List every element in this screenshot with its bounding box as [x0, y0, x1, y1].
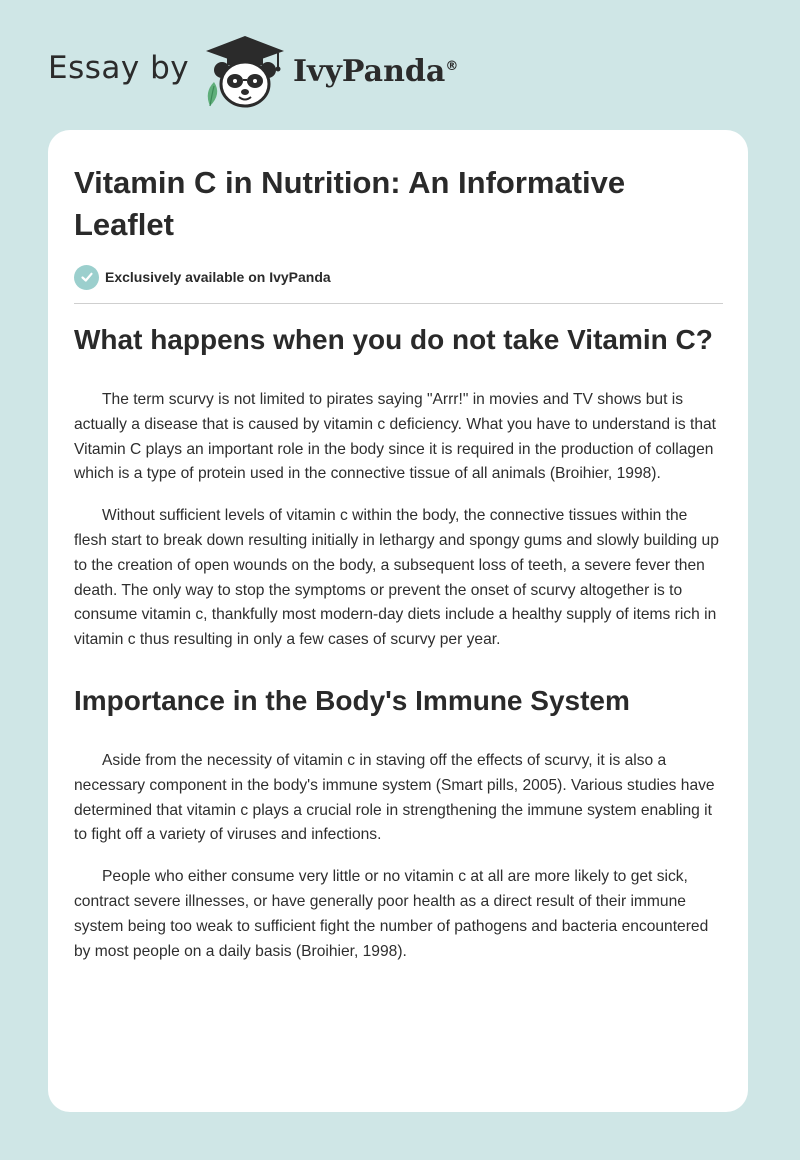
article-body: [74, 322, 723, 964]
brand-name[interactable]: IvyPanda®: [293, 54, 459, 89]
panda-graduate-icon[interactable]: [200, 34, 290, 110]
exclusive-label: Exclusively available on IvyPanda: [105, 269, 331, 285]
check-icon: [74, 265, 99, 290]
exclusive-badge-row: [74, 264, 331, 290]
paragraph: The term scurvy is not limited to pirates saying "Arrr!" in movies and TV shows but is actually a disease that is caused by vitamin c deficiency. What you have to understand is that Vitamin C plays an important role in the body since it is required in the production of collagen which is a type of protein used in the connective tissue of all animals (Broihier, 1998).: [74, 391, 717, 483]
section-heading: What happens when you do not take Vitamin C?: [74, 324, 713, 355]
paragraph: Without sufficient levels of vitamin c within the body, the connective tissues within the flesh start to break down resulting initially in lethargy and spongy gums and slowly building up to the creation of open wounds on the body, a subsequent loss of teeth, a severe fever then death. The only way to stop the symptoms or prevent the onset of scurvy altogether is to consume vitamin c, thankfully most modern-day diets include a healthy supply of items rich in vitamin c thus resulting in only a few cases of scurvy per year.: [74, 507, 719, 649]
section-heading: Importance in the Body's Immune System: [74, 684, 630, 716]
divider: [74, 303, 723, 304]
registered-mark: ®: [445, 59, 459, 74]
paragraph: People who either consume very little or no vitamin c at all are more likely to get sick, contract severe illnesses, or have generally poor health as a direct result of their immune system being too weak to sufficient fight the number of pathogens and bacteria encountered by most people on a daily basis (Broihier, 1998).: [74, 868, 709, 960]
essay-by-label: Essay by: [48, 50, 190, 86]
article-card: [48, 130, 748, 1112]
page-title: Vitamin C in Nutrition: An Informative Leaflet: [74, 165, 626, 242]
site-header: [0, 0, 800, 130]
paragraph: Aside from the necessity of vitamin c in staving off the effects of scurvy, it is also a necessary component in the body's immune system (Smart pills, 2005). Various studies have determined that vitamin c plays a crucial role in strengthening the immune system enabling it to fight off a variety of viruses and infections.: [74, 751, 715, 844]
